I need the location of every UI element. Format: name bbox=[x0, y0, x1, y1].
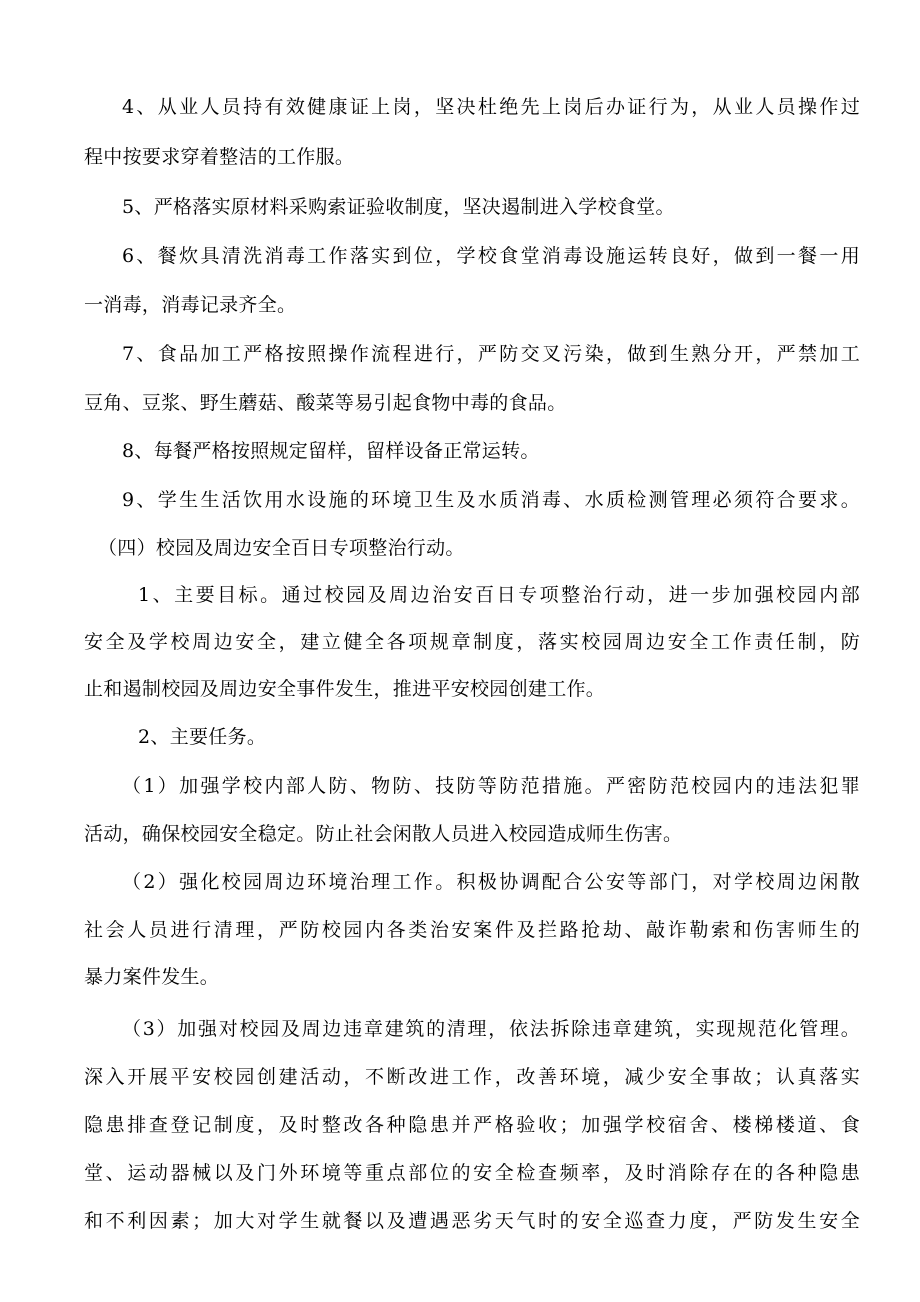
paragraph-line: 7、食品加工严格按照操作流程进行，严防交叉污染，做到生熟分开，严禁加工 bbox=[122, 343, 860, 365]
paragraph-line: 8、每餐严格按照规定留样，留样设备正常运转。 bbox=[122, 440, 540, 462]
paragraph-line: 深入开展平安校园创建活动，不断改进工作，改善环境，减少安全事故；认真落实 bbox=[84, 1066, 860, 1088]
paragraph-line: 5、严格落实原材料采购索证验收制度，坚决遏制进入学校食堂。 bbox=[122, 196, 675, 218]
paragraph-line: 暴力案件发生。 bbox=[84, 966, 220, 988]
paragraph-line: 止和遏制校园及周边安全事件发生，推进平安校园创建工作。 bbox=[84, 678, 606, 700]
section-heading: （四）校园及周边安全百日专项整治行动。 bbox=[98, 537, 465, 559]
paragraph-line: 程中按要求穿着整洁的工作服。 bbox=[84, 146, 355, 168]
paragraph-line: 堂、运动器械以及门外环境等重点部位的安全检查频率，及时消除存在的各种隐患 bbox=[84, 1162, 860, 1184]
paragraph-line: 社会人员进行清理，严防校园内各类治安案件及拦路抢劫、敲诈勒索和伤害师生的 bbox=[84, 919, 860, 941]
paragraph-line: 2、主要任务。 bbox=[138, 726, 267, 748]
paragraph-line: 1、主要目标。通过校园及周边治安百日专项整治行动，进一步加强校园内部 bbox=[138, 584, 860, 606]
paragraph-line: 隐患排查登记制度，及时整改各种隐患并严格验收；加强学校宿舍、楼梯楼道、食 bbox=[84, 1114, 860, 1136]
paragraph-line: 活动，确保校园安全稳定。防止社会闲散人员进入校园造成师生伤害。 bbox=[84, 823, 683, 845]
paragraph-line: 9、学生生活饮用水设施的环境卫生及水质消毒、水质检测管理必须符合要求。 bbox=[122, 489, 860, 511]
paragraph-line: 6、餐炊具清洗消毒工作落实到位，学校食堂消毒设施运转良好，做到一餐一用 bbox=[122, 245, 860, 267]
paragraph-line: 4、从业人员持有效健康证上岗，坚决杜绝先上岗后办证行为，从业人员操作过 bbox=[122, 96, 860, 118]
paragraph-line: （3）加强对校园及周边违章建筑的清理，依法拆除违章建筑，实现规范化管理。 bbox=[122, 1018, 860, 1040]
paragraph-line: 豆角、豆浆、野生蘑菇、酸菜等易引起食物中毒的食品。 bbox=[84, 392, 567, 414]
paragraph-line: 安全及学校周边安全，建立健全各项规章制度，落实校园周边安全工作责任制，防 bbox=[84, 631, 860, 653]
paragraph-line: （2）强化校园周边环境治理工作。积极协调配合公安等部门，对学校周边闲散 bbox=[122, 871, 860, 893]
paragraph-line: （1）加强学校内部人防、物防、技防等防范措施。严密防范校园内的违法犯罪 bbox=[122, 775, 860, 797]
paragraph-line: 一消毒，消毒记录齐全。 bbox=[84, 294, 297, 316]
paragraph-line: 和不利因素；加大对学生就餐以及遭遇恶劣天气时的安全巡查力度，严防发生安全 bbox=[84, 1210, 860, 1232]
